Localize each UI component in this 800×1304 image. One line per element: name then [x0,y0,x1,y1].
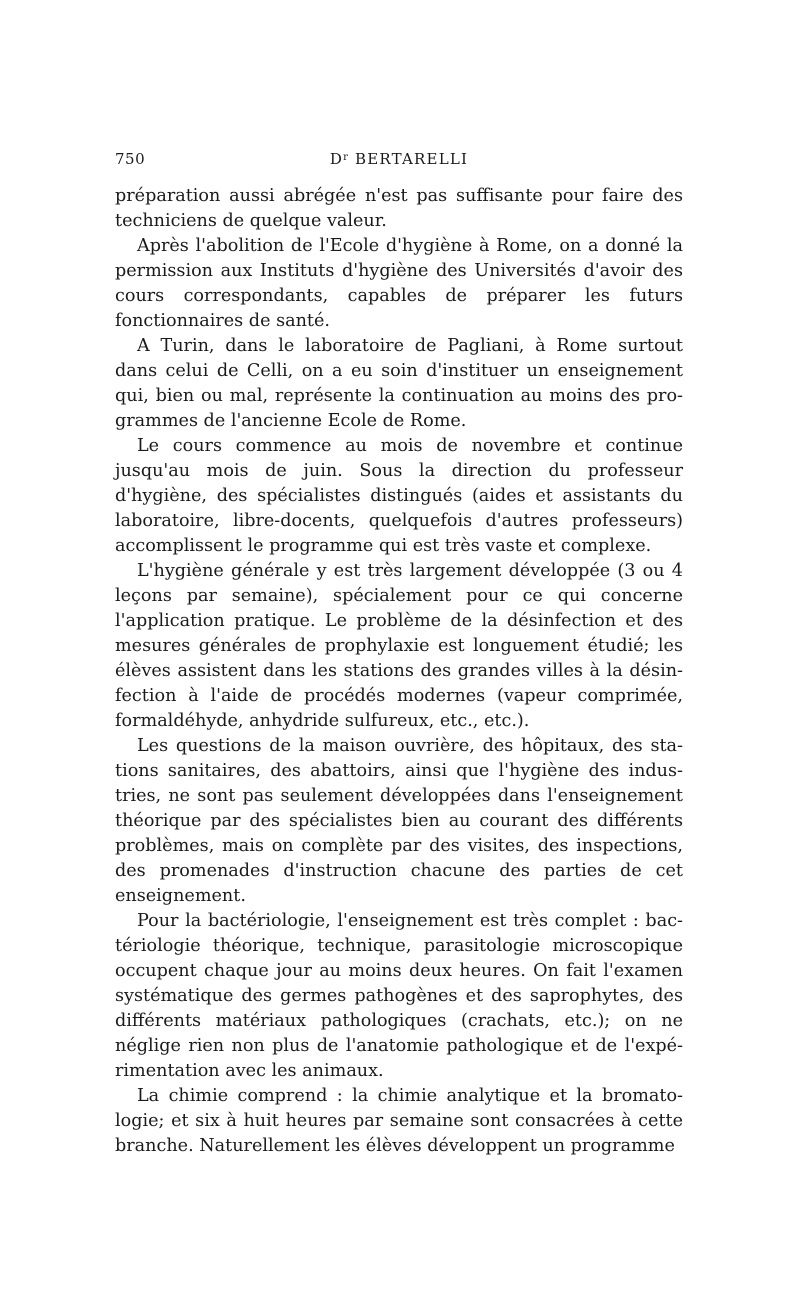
paragraph: Après l'abolition de l'Ecole d'hygiène à Rome, on a donné la permission aux Instituts d'hygiène des Universités d'avoir des cours correspondants, capables de préparer les futurs fonctionnaires de santé. [115,236,683,331]
paragraph: La chimie comprend : la chimie analytique et la bromatologie; et six à huit heures par semaine sont consacrées à cette branche. Naturellement les élèves développent un programme [115,1086,683,1156]
author-name: BERTARELLI [349,150,469,168]
page-number: 750 [115,150,146,168]
body-text [115,184,683,1159]
paragraph-continuation: préparation aussi abrégée n'est pas suffisante pour faire des techniciens de quelque valeur. [115,186,683,231]
author-prefix: D [329,150,344,168]
paragraph: L'hygiène générale y est très largement développée (3 ou 4 leçons par semaine), spécialement pour ce qui concerne l'application pratique. Le problème de la désinfection et des mesures générales de prophylaxie est longuement étudié; les élèves assistent dans les stations des grandes villes à la désinfection à l'aide de procédés modernes (vapeur comprimée, formaldéhyde, anhydride sulfureux, etc., etc.). [115,561,683,731]
paragraph: Pour la bactériologie, l'enseignement est très complet : bactériologie théorique, technique, parasitologie microscopique occupent chaque jour au moins deux heures. On fait l'examen systématique des germes pathogènes et des saprophytes, des différents matériaux pathologiques (crachats, etc.); on ne néglige rien non plus de l'anatomie pathologique et de l'expérimentation avec les animaux. [115,911,683,1081]
paragraph: Les questions de la maison ouvrière, des hôpitaux, des stations sanitaires, des abattoirs, ainsi que l'hygiène des industries, ne sont pas seulement développées dans l'enseignement théorique par des spécialistes bien au courant des différents problèmes, mais on complète par des visites, des inspections, des promenades d'instruction chacune des parties de cet enseignement. [115,736,683,906]
running-head [115,150,683,168]
page-header [115,150,683,174]
author-sup: r [343,152,350,163]
paragraph: A Turin, dans le laboratoire de Pagliani, à Rome surtout dans celui de Celli, on a eu soin d'instituer un enseignement qui, bien ou mal, représente la continuation au moins des programmes de l'ancienne Ecole de Rome. [115,336,683,431]
paragraph: Le cours commence au mois de novembre et continue jusqu'au mois de juin. Sous la direction du professeur d'hygiène, des spécialistes distingués (aides et assistants du laboratoire, libre-docents, quelquefois d'autres professeurs) accomplissent le programme qui est très vaste et complexe. [115,436,683,556]
